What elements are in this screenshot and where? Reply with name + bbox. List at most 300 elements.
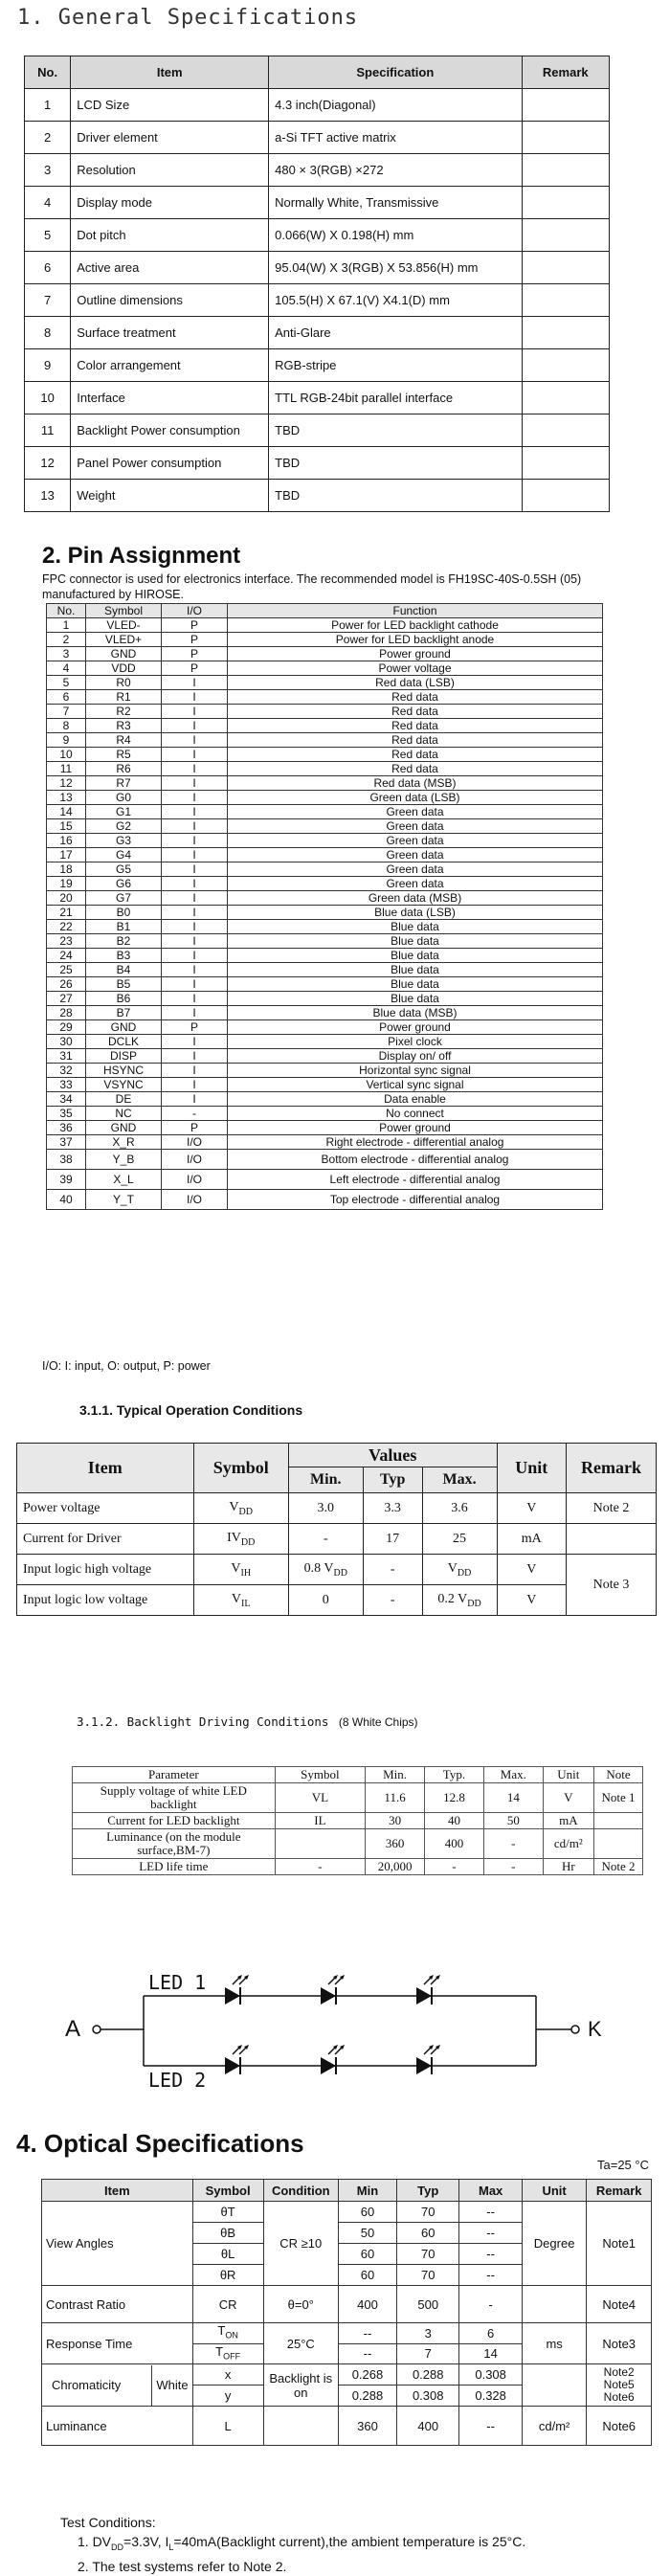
table-row (47, 1064, 603, 1078)
test-line1-a: 1. DV (78, 2534, 112, 2549)
test-line1-sub: DD (111, 2542, 124, 2552)
optical-header-4: Typ (397, 2180, 459, 2202)
table-row (25, 219, 610, 252)
pin-cell: DCLK (86, 1035, 162, 1049)
typ-unit: V (497, 1555, 567, 1585)
typ-symbol-sub: DD (240, 1536, 256, 1548)
general-cell (522, 219, 609, 252)
pin-cell: I (162, 762, 228, 776)
pin-cell: Horizontal sync signal (228, 1064, 603, 1078)
backlight-header-1: Symbol (275, 1767, 365, 1783)
pin-cell: B6 (86, 992, 162, 1006)
view-typ-3: 70 (397, 2265, 459, 2286)
chroma-max-x: 0.308 (459, 2364, 522, 2386)
pin-header-0: No. (47, 604, 86, 618)
table-row (47, 705, 603, 719)
general-cell (522, 317, 609, 349)
typ-max (422, 1585, 497, 1616)
test-title: Test Conditions: (60, 2515, 156, 2530)
pin-cell: 19 (47, 877, 86, 891)
contrast-sym: CR (192, 2286, 263, 2323)
pin-cell: 1 (47, 618, 86, 633)
section-1-title: 1. General Specifications (17, 6, 359, 30)
pin-cell: 27 (47, 992, 86, 1006)
backlight-note: (8 White Chips) (338, 1715, 418, 1729)
pin-cell: I (162, 834, 228, 848)
backlight-title-block (77, 1714, 418, 1731)
contrast-cond: θ=0° (263, 2286, 338, 2323)
typ-min-text: 0 (322, 1592, 329, 1607)
view-typ-0: 70 (397, 2202, 459, 2223)
table-row (47, 1170, 603, 1190)
pin-cell: Vertical sync signal (228, 1078, 603, 1092)
pin-cell: I (162, 705, 228, 719)
response-item: Response Time (42, 2323, 193, 2364)
pin-cell: P (162, 1020, 228, 1035)
pin-cell: GND (86, 647, 162, 661)
general-cell: a-Si TFT active matrix (269, 122, 522, 154)
pin-cell: P (162, 647, 228, 661)
pin-cell: 40 (47, 1190, 86, 1210)
typ-remark: Note 2 (567, 1493, 657, 1524)
chroma-typ-y: 0.308 (397, 2386, 459, 2407)
backlight-cell: 11.6 (366, 1783, 425, 1813)
th-item: Item (17, 1444, 194, 1493)
test-conditions (60, 2513, 525, 2576)
pin-cell: P (162, 618, 228, 633)
table-row (47, 934, 603, 949)
pin-cell: Right electrode - differential analog (228, 1135, 603, 1150)
pin-cell: 5 (47, 676, 86, 690)
table-row (25, 317, 610, 349)
pin-cell: I (162, 1092, 228, 1107)
backlight-cell (593, 1829, 642, 1859)
pin-cell: 24 (47, 949, 86, 963)
pin-cell: VLED- (86, 618, 162, 633)
th-symbol: Symbol (193, 1444, 288, 1493)
pin-cell: 35 (47, 1107, 86, 1121)
ta-label: Ta=25 °C (597, 2158, 649, 2172)
th-values: Values (288, 1444, 497, 1467)
test-line1b-sub: L (168, 2542, 174, 2552)
table-row (25, 252, 610, 284)
pin-cell: No connect (228, 1107, 603, 1121)
backlight-header-0: Parameter (73, 1767, 276, 1783)
pin-cell: Data enable (228, 1092, 603, 1107)
pin-cell: G2 (86, 819, 162, 834)
general-cell: 4.3 inch(Diagonal) (269, 89, 522, 122)
general-cell: TBD (269, 480, 522, 512)
luminance-typ: 400 (397, 2407, 459, 2446)
pin-cell: G0 (86, 791, 162, 805)
optical-header-1: Symbol (192, 2180, 263, 2202)
pin-cell: Y_T (86, 1190, 162, 1210)
pin-cell: NC (86, 1107, 162, 1121)
th-remark: Remark (567, 1444, 657, 1493)
pin-cell: 25 (47, 963, 86, 977)
pin-cell: P (162, 661, 228, 676)
typ-unit: V (497, 1585, 567, 1616)
pin-cell: G4 (86, 848, 162, 862)
table-row (47, 1078, 603, 1092)
pin-cell: 6 (47, 690, 86, 705)
general-cell: 1 (25, 89, 71, 122)
pin-cell: G6 (86, 877, 162, 891)
table-row (25, 480, 610, 512)
optical-header-7: Remark (587, 2180, 652, 2202)
pin-cell: I (162, 877, 228, 891)
chroma-min-y: 0.288 (338, 2386, 396, 2407)
view-max-3: -- (459, 2265, 522, 2286)
general-cell: 95.04(W) X 3(RGB) X 53.856(H) mm (269, 252, 522, 284)
pin-cell: I (162, 719, 228, 733)
general-cell: LCD Size (71, 89, 269, 122)
backlight-cell: Hr (543, 1859, 593, 1875)
typ-symbol-sub: DD (238, 1506, 253, 1517)
typ-symbol-text: IV (227, 1530, 241, 1545)
pin-cell: DISP (86, 1049, 162, 1064)
th-min: Min. (288, 1467, 363, 1493)
view-condition: CR ≥10 (263, 2202, 338, 2286)
backlight-cell: cd/m² (543, 1829, 593, 1859)
pin-cell: Bottom electrode - differential analog (228, 1150, 603, 1170)
section-2-title: 2. Pin Assignment (42, 543, 241, 569)
general-header-0: No. (25, 56, 71, 89)
chroma-unit (522, 2364, 587, 2407)
led-circuit (0, 1967, 670, 2092)
backlight-cell (275, 1829, 365, 1859)
pin-cell: Green data (228, 819, 603, 834)
pin-cell: 18 (47, 862, 86, 877)
table-row (25, 349, 610, 382)
table-row (47, 647, 603, 661)
pin-cell: G5 (86, 862, 162, 877)
typ-typ (363, 1555, 422, 1585)
general-cell: Display mode (71, 187, 269, 219)
pin-cell: VLED+ (86, 633, 162, 647)
pin-cell: 3 (47, 647, 86, 661)
response-sym-off-sub: OFF (223, 2351, 241, 2362)
response-sym-off (192, 2343, 263, 2364)
pin-cell: I (162, 963, 228, 977)
view-max-1: -- (459, 2223, 522, 2244)
pin-cell: I (162, 906, 228, 920)
pin-cell: 39 (47, 1170, 86, 1190)
pin-cell: 15 (47, 819, 86, 834)
typ-symbol-sub: IL (241, 1598, 251, 1609)
pin-cell: 31 (47, 1049, 86, 1064)
typ-max-text: 0.2 V (437, 1591, 468, 1606)
pin-cell: 8 (47, 719, 86, 733)
table-row (47, 1092, 603, 1107)
th-max: Max. (422, 1467, 497, 1493)
pin-cell: R3 (86, 719, 162, 733)
pin-cell: I (162, 676, 228, 690)
table-row (47, 1006, 603, 1020)
table-row (47, 819, 603, 834)
pin-cell: I (162, 1035, 228, 1049)
table-row (47, 676, 603, 690)
pin-cell: Red data (228, 762, 603, 776)
table-row (25, 382, 610, 414)
table-row (47, 862, 603, 877)
general-cell: TBD (269, 447, 522, 480)
general-cell (522, 414, 609, 447)
table-row (47, 748, 603, 762)
table-row (47, 834, 603, 848)
pin-cell: Red data (228, 690, 603, 705)
pin-cell: Power voltage (228, 661, 603, 676)
general-cell: TBD (269, 414, 522, 447)
pin-cell: Red data (228, 733, 603, 748)
general-header-2: Specification (269, 56, 522, 89)
pin-cell: Power for LED backlight anode (228, 633, 603, 647)
pin-header-1: Symbol (86, 604, 162, 618)
pin-cell: Blue data (228, 963, 603, 977)
pin-cell: I/O (162, 1170, 228, 1190)
pin-cell: I (162, 748, 228, 762)
led-diode-icon (225, 1975, 249, 2005)
test-line-1 (60, 2532, 525, 2557)
general-cell: Panel Power consumption (71, 447, 269, 480)
contrast-typ: 500 (397, 2286, 459, 2323)
table-row (73, 1829, 643, 1859)
pin-cell: B7 (86, 1006, 162, 1020)
pin-cell: 20 (47, 891, 86, 906)
table-row (47, 690, 603, 705)
pin-cell: 4 (47, 661, 86, 676)
typ-remark (567, 1524, 657, 1555)
general-cell: Anti-Glare (269, 317, 522, 349)
pin-cell: Power ground (228, 1121, 603, 1135)
chroma-sym-x: x (192, 2364, 263, 2386)
response-cond: 25°C (263, 2323, 338, 2364)
pin-cell: R6 (86, 762, 162, 776)
table-row (47, 977, 603, 992)
typ-min-sub: DD (333, 1567, 347, 1579)
backlight-cell: - (425, 1859, 484, 1875)
backlight-header-5: Unit (543, 1767, 593, 1783)
typ-remark: Note 3 (567, 1555, 657, 1616)
th-typ: Typ (363, 1467, 422, 1493)
pin-cell: I (162, 690, 228, 705)
response-remark: Note3 (587, 2323, 652, 2364)
general-cell (522, 252, 609, 284)
backlight-cell: 20,000 (366, 1859, 425, 1875)
general-cell: Normally White, Transmissive (269, 187, 522, 219)
table-row (47, 848, 603, 862)
view-angles-item: View Angles (42, 2202, 193, 2286)
pin-cell: R4 (86, 733, 162, 748)
general-cell: 2 (25, 122, 71, 154)
contrast-max: - (459, 2286, 522, 2323)
luminance-remark: Note6 (587, 2407, 652, 2446)
table-row (25, 447, 610, 480)
view-remark: Note1 (587, 2202, 652, 2286)
pin-cell: I/O (162, 1135, 228, 1150)
chroma-item-cell (42, 2364, 193, 2407)
pin-cell: Power for LED backlight cathode (228, 618, 603, 633)
backlight-cell: Current for LED backlight (73, 1813, 276, 1829)
pin-footnote: I/O: I: input, O: output, P: power (42, 1359, 211, 1373)
led1-label: LED 1 (148, 1971, 207, 1994)
general-cell: 3 (25, 154, 71, 187)
general-cell: Weight (71, 480, 269, 512)
pin-cell: I (162, 949, 228, 963)
typ-symbol (193, 1585, 288, 1616)
led-diode-icon (321, 1975, 345, 2005)
general-cell: 480 × 3(RGB) ×272 (269, 154, 522, 187)
optical-header-3: Min (338, 2180, 396, 2202)
pin-cell: Green data (LSB) (228, 791, 603, 805)
pin-cell: G7 (86, 891, 162, 906)
general-cell (522, 284, 609, 317)
table-row (47, 920, 603, 934)
pin-cell: 38 (47, 1150, 86, 1170)
backlight-cell: V (543, 1783, 593, 1813)
table-row (17, 1585, 657, 1616)
typ-min (288, 1524, 363, 1555)
typ-typ (363, 1493, 422, 1524)
table-row (47, 719, 603, 733)
backlight-cell: Luminance (on the module surface,BM-7) (73, 1829, 276, 1859)
pin-cell: B5 (86, 977, 162, 992)
pin-cell: 17 (47, 848, 86, 862)
anode-label: A (65, 2016, 81, 2042)
view-sym-0: θT (192, 2202, 263, 2223)
pin-cell: I (162, 805, 228, 819)
typ-max-sub: DD (457, 1567, 472, 1579)
pin-cell: I (162, 992, 228, 1006)
pin-cell: Power ground (228, 647, 603, 661)
pin-cell: I/O (162, 1150, 228, 1170)
typ-symbol-text: V (229, 1499, 239, 1514)
pin-cell: 7 (47, 705, 86, 719)
pin-cell: I (162, 791, 228, 805)
pin-cell: Display on/ off (228, 1049, 603, 1064)
optical-table (41, 2179, 652, 2446)
luminance-min: 360 (338, 2407, 396, 2446)
general-cell (522, 480, 609, 512)
pin-cell: Red data (228, 748, 603, 762)
table-row (47, 1035, 603, 1049)
view-min-3: 60 (338, 2265, 396, 2286)
pin-cell: X_L (86, 1170, 162, 1190)
general-cell (522, 154, 609, 187)
pin-cell: - (162, 1107, 228, 1121)
typ-max (422, 1555, 497, 1585)
contrast-item: Contrast Ratio (42, 2286, 193, 2323)
chroma-max-y: 0.328 (459, 2386, 522, 2407)
typ-typ-text: 3.3 (384, 1500, 401, 1515)
pin-cell: 22 (47, 920, 86, 934)
pin-cell: 36 (47, 1121, 86, 1135)
pin-cell: I (162, 1064, 228, 1078)
table-row (47, 1107, 603, 1121)
pin-cell: Power ground (228, 1020, 603, 1035)
pin-cell: 21 (47, 906, 86, 920)
view-sym-3: θR (192, 2265, 263, 2286)
pin-cell: HSYNC (86, 1064, 162, 1078)
pin-cell: 28 (47, 1006, 86, 1020)
backlight-cell: 50 (483, 1813, 543, 1829)
typ-min (288, 1555, 363, 1585)
pin-cell: Green data (228, 877, 603, 891)
pin-cell: B3 (86, 949, 162, 963)
chroma-typ-x: 0.288 (397, 2364, 459, 2386)
pin-cell: X_R (86, 1135, 162, 1150)
pin-cell: 30 (47, 1035, 86, 1049)
chroma-cond: Backlight is on (263, 2364, 338, 2407)
general-cell (522, 382, 609, 414)
typ-typ-text: 17 (386, 1531, 400, 1546)
typ-min (288, 1585, 363, 1616)
pin-cell: I (162, 920, 228, 934)
pin-cell: Blue data (MSB) (228, 1006, 603, 1020)
general-cell (522, 89, 609, 122)
view-typ-2: 70 (397, 2244, 459, 2265)
pin-cell: 29 (47, 1020, 86, 1035)
table-row (73, 1813, 643, 1829)
led-diode-icon (225, 2045, 249, 2074)
response-max-off: 14 (459, 2343, 522, 2364)
pin-cell: DE (86, 1092, 162, 1107)
typ-typ-text: - (390, 1561, 395, 1577)
backlight-cell: Supply voltage of white LED backlight (73, 1783, 276, 1813)
backlight-cell: 14 (483, 1783, 543, 1813)
table-row (25, 154, 610, 187)
backlight-cell: - (483, 1859, 543, 1875)
pin-cell: R7 (86, 776, 162, 791)
pin-cell: R1 (86, 690, 162, 705)
backlight-cell: 12.8 (425, 1783, 484, 1813)
view-min-2: 60 (338, 2244, 396, 2265)
pin-header-3: Function (228, 604, 603, 618)
typ-symbol (193, 1555, 288, 1585)
luminance-max: -- (459, 2407, 522, 2446)
pin-cell: I (162, 891, 228, 906)
pin-cell: Left electrode - differential analog (228, 1170, 603, 1190)
table-row (47, 906, 603, 920)
pin-cell: Top electrode - differential analog (228, 1190, 603, 1210)
general-cell: TTL RGB-24bit parallel interface (269, 382, 522, 414)
pin-cell: 14 (47, 805, 86, 819)
typ-typ (363, 1524, 422, 1555)
general-header-1: Item (71, 56, 269, 89)
pin-cell: Green data (228, 834, 603, 848)
pin-cell: Red data (MSB) (228, 776, 603, 791)
pin-cell: I (162, 776, 228, 791)
pin-cell: I/O (162, 1190, 228, 1210)
table-row (47, 877, 603, 891)
general-cell: Color arrangement (71, 349, 269, 382)
pin-cell: Blue data (228, 920, 603, 934)
table-row (25, 414, 610, 447)
chroma-remark: Note2 Note5 Note6 (587, 2364, 652, 2407)
table-row (17, 1493, 657, 1524)
luminance-cond (263, 2407, 338, 2446)
table-row (25, 187, 610, 219)
typ-item: Current for Driver (17, 1524, 194, 1555)
pin-cell: B4 (86, 963, 162, 977)
backlight-header-6: Note (593, 1767, 642, 1783)
table-row (47, 805, 603, 819)
backlight-header-2: Min. (366, 1767, 425, 1783)
response-typ-off: 7 (397, 2343, 459, 2364)
test-line1-b: =3.3V, I (123, 2534, 169, 2549)
backlight-title: 3.1.2. Backlight Driving Conditions (77, 1714, 329, 1729)
pin-cell: R2 (86, 705, 162, 719)
